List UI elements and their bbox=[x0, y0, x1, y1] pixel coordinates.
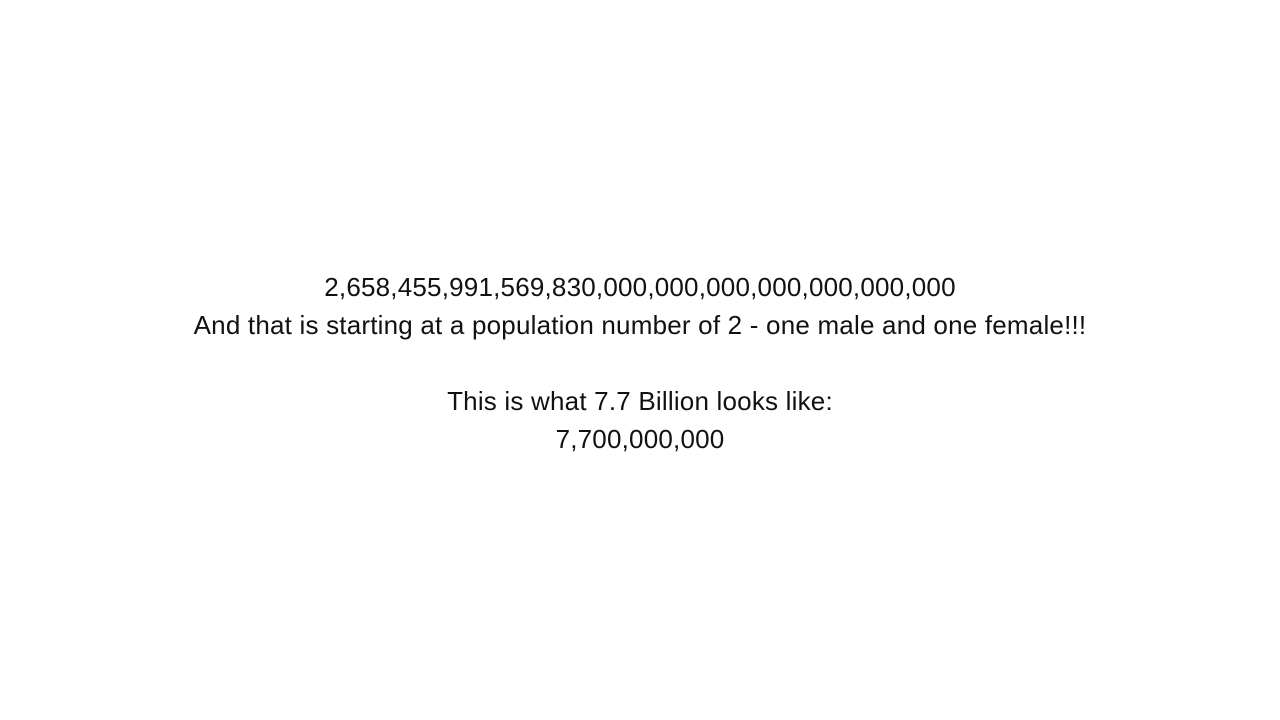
population-result-block bbox=[0, 268, 1280, 344]
comparison-number: 7,700,000,000 bbox=[555, 424, 725, 454]
comparison-block bbox=[0, 382, 1280, 458]
explanation-text: And that is starting at a population number of 2 - one male and one female!!! bbox=[193, 310, 1087, 340]
comparison-label: This is what 7.7 Billion looks like: bbox=[447, 386, 833, 416]
big-number-text: 2,658,455,991,569,830,000,000,000,000,000,000,000 bbox=[324, 272, 956, 302]
